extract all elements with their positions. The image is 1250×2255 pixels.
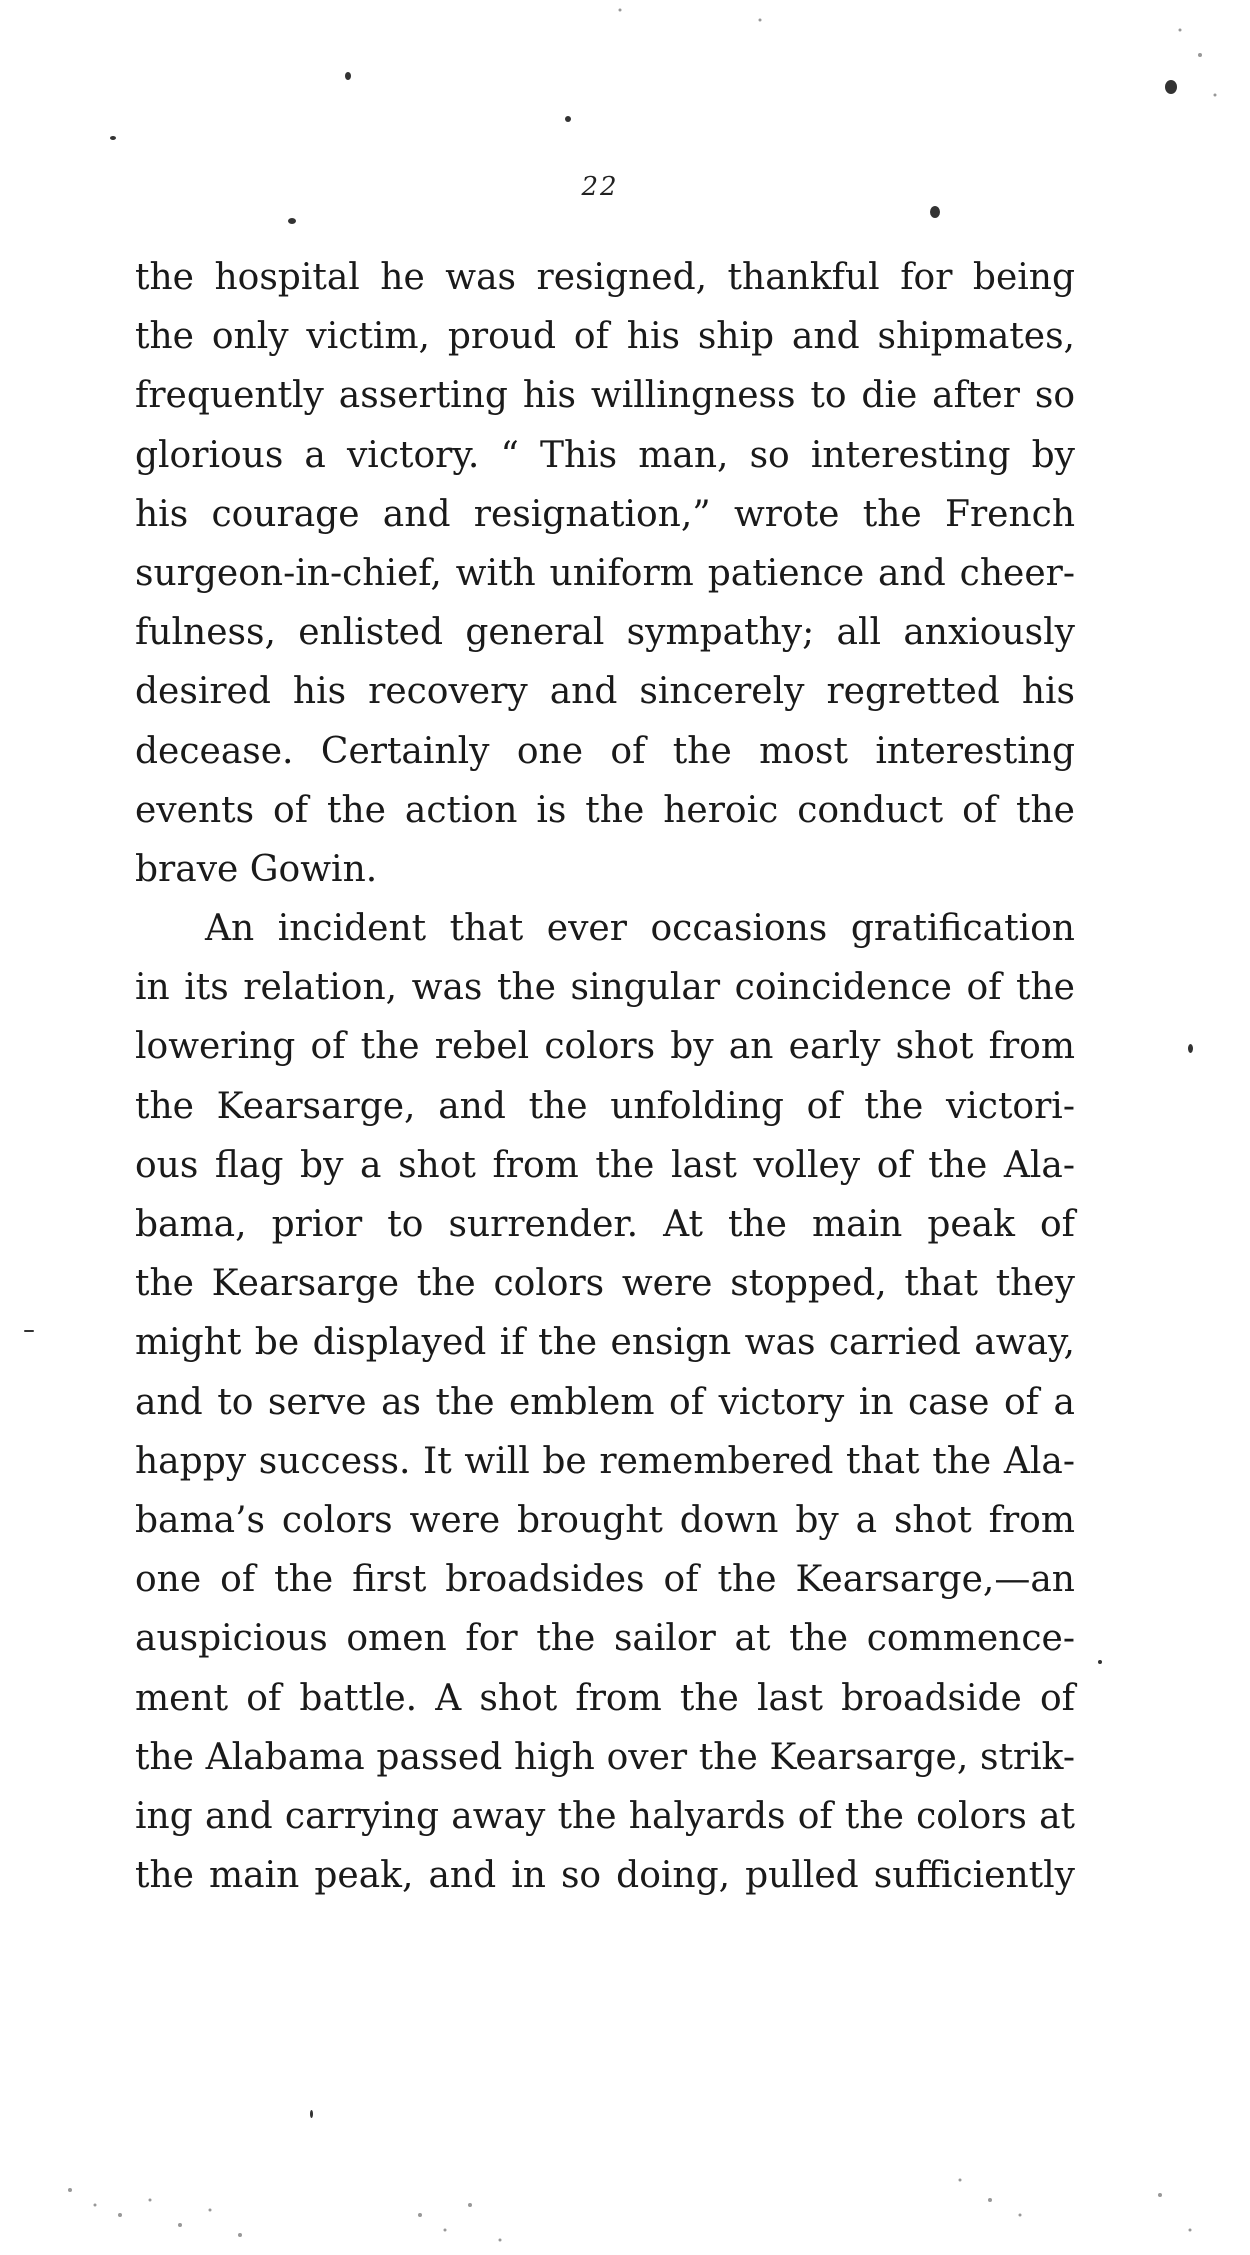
text-line: his courage and resignation,” wrote the French <box>135 493 1075 535</box>
text-line: lowering of the rebel colors by an early shot from <box>135 1026 1075 1068</box>
text-line: in its relation, was the singular coincidence of the <box>135 967 1075 1009</box>
text-line: auspicious omen for the sailor at the commence- <box>135 1618 1075 1660</box>
scan-speck <box>110 136 116 140</box>
text-line: surgeon-in-chief, with uniform patience and cheer- <box>135 552 1075 594</box>
text-line: the Kearsarge, and the unfolding of the victori- <box>135 1085 1075 1127</box>
text-line: one of the first broadsides of the Kearsarge,—an <box>135 1559 1075 1601</box>
text-line: bama, prior to surrender. At the main peak of <box>135 1204 1075 1245</box>
text-line: frequently asserting his willingness to die after so <box>135 375 1075 417</box>
text-line: the main peak, and in so doing, pulled sufficiently <box>135 1855 1075 1897</box>
text-line: glorious a victory. “ This man, so interesting by <box>135 434 1075 476</box>
text-line: might be displayed if the ensign was carried away, <box>135 1322 1075 1364</box>
page-number: 22 <box>581 172 619 202</box>
text-line: decease. Certainly one of the most interesting <box>135 730 1075 772</box>
body-text <box>135 248 1075 1905</box>
text-line: bama’s colors were brought down by a shot from <box>135 1499 1075 1541</box>
text-line: and to serve as the emblem of victory in case of a <box>135 1381 1075 1423</box>
scan-speck <box>310 2110 313 2118</box>
text-line: the only victim, proud of his ship and shipmates, <box>135 316 1075 358</box>
text-line: ous flag by a shot from the last volley of the Ala- <box>135 1144 1075 1186</box>
scan-speck <box>24 1330 34 1332</box>
scan-speck <box>288 218 296 224</box>
text-line: desired his recovery and sincerely regretted his <box>135 671 1075 713</box>
text-line: brave Gowin. <box>135 848 378 890</box>
text-line: events of the action is the heroic conduct of the <box>135 789 1075 831</box>
scan-speck <box>1165 80 1177 94</box>
scan-speck <box>565 116 571 122</box>
text-line: happy success. It will be remembered that the Ala- <box>135 1440 1075 1482</box>
text-line: ment of battle. A shot from the last broadside of <box>135 1677 1075 1719</box>
text-line: the Alabama passed high over the Kearsarge, strik- <box>135 1736 1075 1778</box>
text-line: the hospital he was resigned, thankful for being <box>135 257 1075 298</box>
scan-speck <box>930 206 940 218</box>
scan-speck <box>345 72 351 80</box>
text-line: fulness, enlisted general sympathy; all anxiously <box>135 612 1075 654</box>
scan-speck <box>1188 1044 1193 1053</box>
scan-speck <box>1098 1660 1102 1664</box>
text-line: the Kearsarge the colors were stopped, that they <box>135 1263 1075 1305</box>
text-line: ing and carrying away the halyards of the colors at <box>135 1795 1075 1837</box>
paragraph-first-line: An incident that ever occasions gratification <box>205 908 1075 950</box>
